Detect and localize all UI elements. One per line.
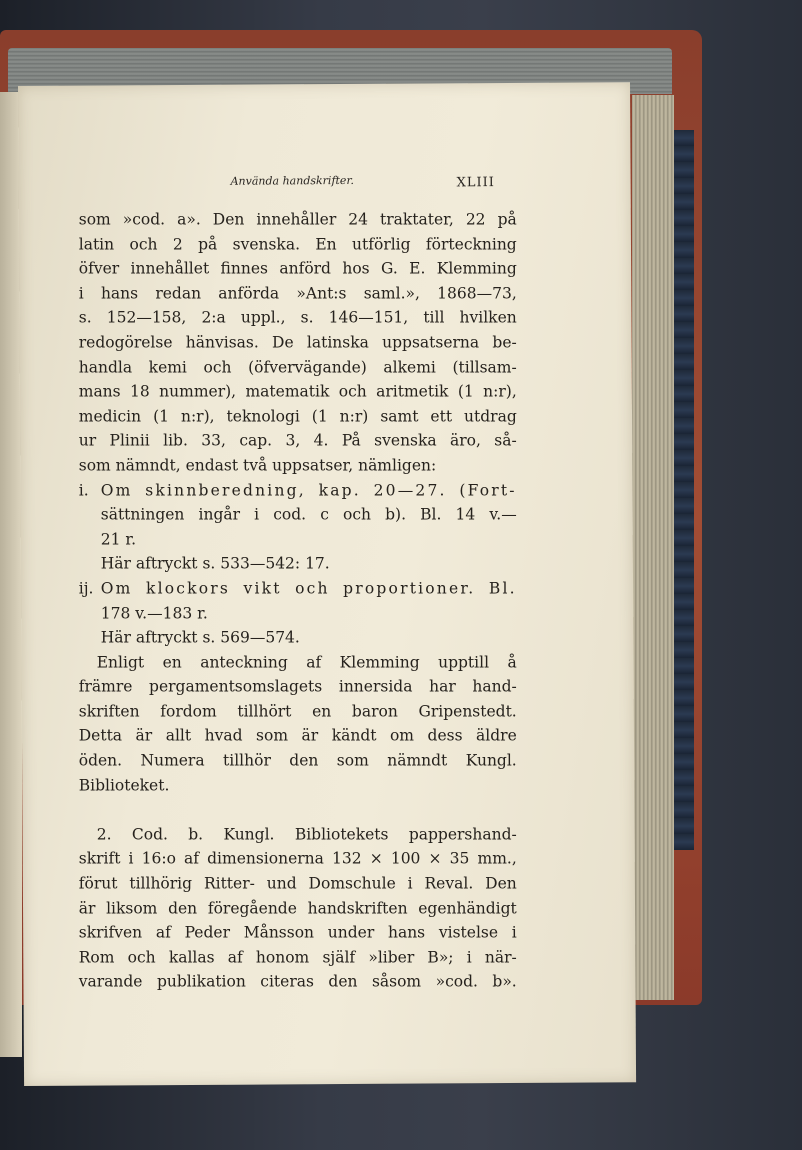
text-line: s. 152—158, 2:a uppl., s. 146—151, till hvilken <box>78 309 517 328</box>
text-line: 2. Cod. b. Kungl. Bibliotekets pappershand- <box>96 825 517 844</box>
text-line: handla kemi och (öfvervägande) alkemi (tillsam- <box>78 358 517 377</box>
text-line: Detta är allt hvad som är kändt om dess äldre <box>78 727 517 746</box>
text-line: skrifven af Peder Månsson under hans vistelse i <box>78 923 517 942</box>
text-line: Biblioteket. <box>78 776 170 795</box>
item-line: 21 r. <box>100 530 137 549</box>
item-line: sättningen ingår i cod. c och b). Bl. 14 v.— <box>100 505 517 524</box>
text-line: förut tillhörig Ritter- und Domschule i Reval. Den <box>78 874 517 893</box>
text-line: som »cod. a». Den innehåller 24 traktater, 22 på <box>78 210 517 229</box>
book-page <box>18 82 636 1086</box>
text-line: är liksom den föregående handskriften egenhändigt <box>78 899 517 918</box>
text-line: främre pergamentsomslagets innersida har hand- <box>78 677 517 696</box>
text-line: Rom och kallas af honom själf »liber B»; i när- <box>78 948 517 967</box>
item-line: Om klockors vikt och proportioner. Bl. <box>100 579 517 598</box>
list-item <box>79 577 517 651</box>
text-line: skriften fordom tillhört en baron Gripenstedt. <box>78 702 517 721</box>
text-line: medicin (1 n:r), teknologi (1 n:r) samt ett utdrag <box>78 407 517 426</box>
page-header <box>19 172 631 196</box>
text-line: varande publikation citeras den såsom »cod. b». <box>78 973 517 992</box>
page-number: XLIII <box>456 175 495 191</box>
paragraph-gap <box>79 798 517 823</box>
item-numeral: ij. <box>78 579 94 598</box>
text-line: mans 18 nummer), matematik och aritmetik (1 n:r), <box>78 382 517 401</box>
text-line: öden. Numera tillhör den som nämndt Kungl. <box>78 751 517 770</box>
text-line: öfver innehållet finnes anförd hos G. E. Klemming <box>78 259 517 278</box>
list-item <box>79 478 517 576</box>
text-line: redogörelse hänvisas. De latinska uppsatserna be- <box>78 333 517 352</box>
item-line: Om skinnberedning, kap. 20—27. (Fort- <box>100 481 517 500</box>
page-block-right-edge <box>632 95 674 1000</box>
item-line: Här aftryckt s. 533—542: 17. <box>100 554 330 573</box>
text-line: skrift i 16:o af dimensionerna 132 × 100 × 35 mm., <box>78 850 517 869</box>
text-line: ur Plinii lib. 33, cap. 3, 4. På svenska äro, så- <box>78 431 517 450</box>
running-head: Använda handskrifter. <box>230 173 355 188</box>
text-line: som nämndt, endast två uppsatser, nämligen: <box>78 456 437 475</box>
text-line: i hans redan anförda »Ant:s saml.», 1868—73, <box>78 284 517 303</box>
body-text <box>79 208 517 995</box>
text-line: latin och 2 på svenska. En utförlig förteckning <box>78 235 517 254</box>
book-spine-edge <box>672 130 694 850</box>
text-line: Enligt en anteckning af Klemming upptill å <box>96 653 517 672</box>
item-line: Här aftryckt s. 569—574. <box>100 628 300 647</box>
item-numeral: i. <box>78 481 89 500</box>
item-line: 178 v.—183 r. <box>100 604 208 623</box>
